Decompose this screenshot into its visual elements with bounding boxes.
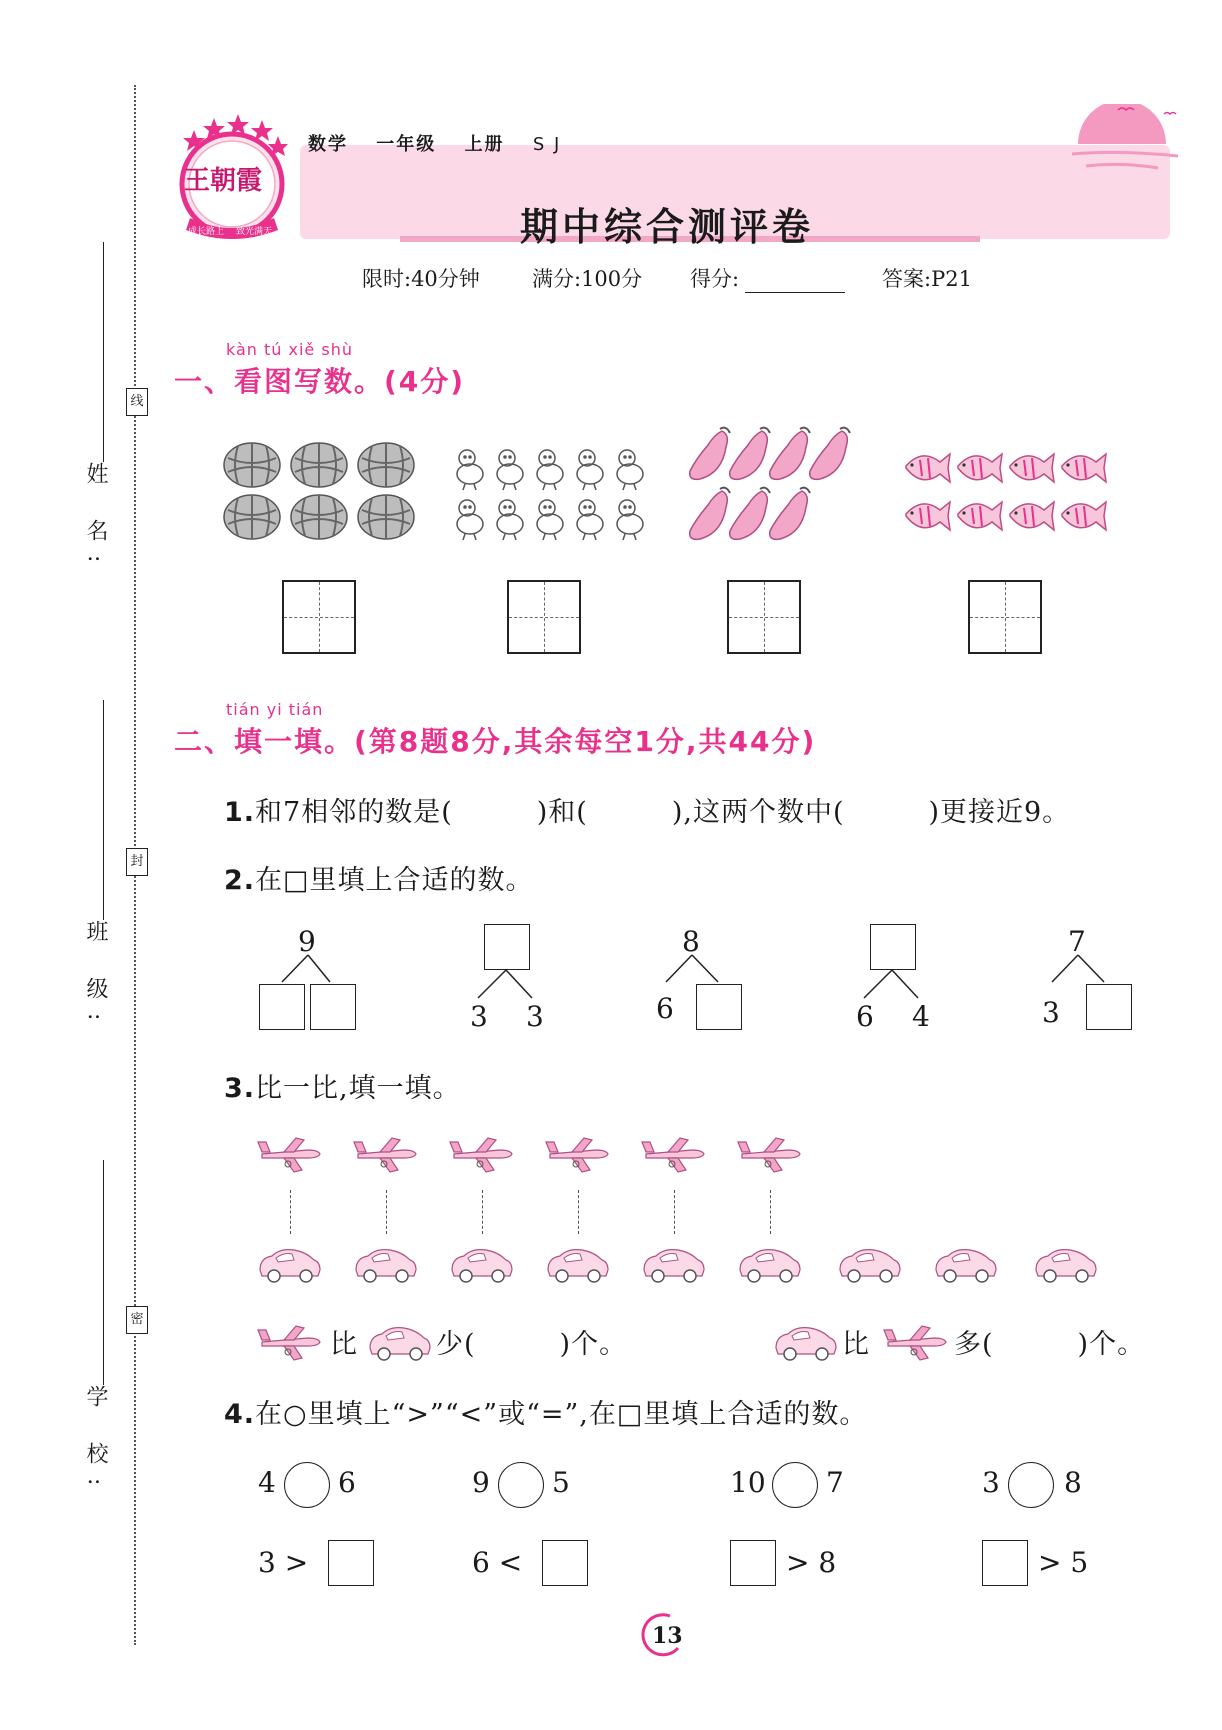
cmp1-left: 4 [258,1466,276,1499]
compare-stmt2-word: 比 [842,1329,870,1360]
bond5-top: 7 [1068,925,1086,958]
match-line-4 [578,1190,579,1234]
question-1-text: 和7相邻的数是( )和( ),这两个数中( )更接近9。 [255,797,1071,828]
cmp3-right: 7 [826,1466,844,1499]
cmp1-circle[interactable] [284,1462,330,1508]
bond2-left: 3 [470,1000,488,1033]
bond1-top: 9 [298,925,316,958]
section2-pinyin: tián yi tián [226,700,324,719]
cmp3-circle[interactable] [772,1462,818,1508]
seal-mark-line: 线 [126,388,148,416]
question-2-number: 2. [224,865,256,896]
logo-brand: 王朝霞 [184,166,263,196]
cmp3-left: 10 [730,1466,766,1499]
compare-stmt2-tail: 多( )个。 [954,1329,1146,1360]
cmp2-right: 5 [552,1466,570,1499]
time-limit: 限时:40分钟 [362,267,480,291]
bond3-top: 8 [682,925,700,958]
bond5-left: 3 [1042,996,1060,1029]
question-4 [224,1392,867,1431]
section1-title: 一、看图写数。(4分) [174,365,466,398]
ineq2-left: 6 < [472,1546,523,1579]
full-score: 满分:100分 [532,267,643,291]
bond2-right: 3 [526,1000,544,1033]
page-number: 13 [652,1623,683,1649]
question-3-text: 比一比,填一填。 [255,1073,461,1104]
cmp4-circle[interactable] [1008,1462,1054,1508]
ineq1-box[interactable] [328,1540,374,1586]
ineq2-box[interactable] [542,1540,588,1586]
match-line-3 [482,1190,483,1234]
section2-title: 二、填一填。(第8题8分,其余每空1分,共44分) [174,725,817,758]
match-line-2 [386,1190,387,1234]
cmp1-right: 6 [338,1466,356,1499]
page-title: 期中综合测评卷 [520,205,815,249]
ineq4-box[interactable] [982,1540,1028,1586]
ineq3-box[interactable] [730,1540,776,1586]
cmp4-right: 8 [1064,1466,1082,1499]
school-label: 学 校: [83,1385,108,1500]
compare-stmt1-word: 比 [330,1329,358,1360]
match-line-5 [674,1190,675,1234]
question-3-number: 3. [224,1073,256,1104]
bond3-left: 6 [656,992,674,1025]
compare-stmt1-tail: 少( )个。 [436,1329,628,1360]
seal-mark-seal: 封 [126,848,148,876]
bond4-right: 4 [912,1000,930,1033]
ineq1-left: 3 > [258,1546,309,1579]
logo-slogan-left: 成长路上 [188,227,225,237]
grade-label: 一年级 [376,134,437,155]
section1-pinyin: kàn tú xiě shù [226,340,353,359]
score-label: 得分: [690,267,740,291]
cmp4-left: 3 [982,1466,1000,1499]
volume-label: 上册 [464,134,505,155]
name-label: 姓 名: [83,462,108,577]
subject-label: 数学 [308,134,348,155]
cmp2-left: 9 [472,1466,490,1499]
class-label: 班 级: [83,920,108,1035]
seal-mark-close: 密 [126,1306,148,1334]
match-line-1 [290,1190,291,1234]
answer-ref: 答案:P21 [882,267,972,291]
edition-label: S J [532,134,562,155]
question-4-text: 在○里填上“>”“<”或“=”,在□里填上合适的数。 [255,1399,868,1430]
bond4-left: 6 [856,1000,874,1033]
match-line-6 [770,1190,771,1234]
ineq4-right: > 5 [1038,1546,1089,1579]
question-4-number: 4. [224,1399,256,1430]
question-1-number: 1. [224,797,256,828]
ineq3-right: > 8 [786,1546,837,1579]
logo-slogan-right: 致光满天 [236,227,273,237]
question-2-text: 在□里填上合适的数。 [255,865,534,896]
cmp2-circle[interactable] [498,1462,544,1508]
